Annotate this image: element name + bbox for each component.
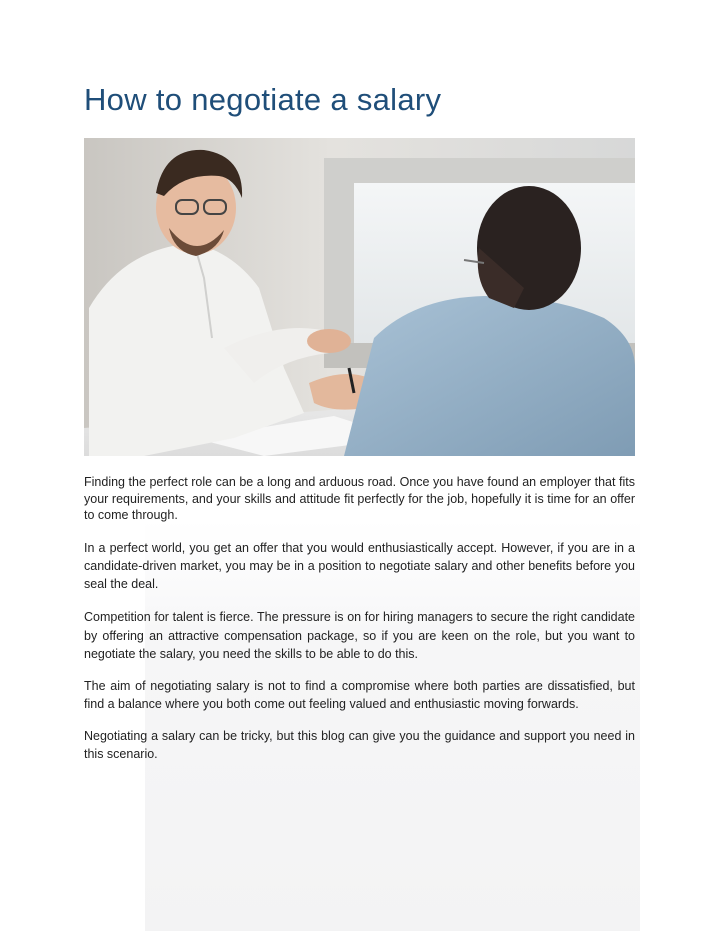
article-body [84,474,635,763]
paragraph: Negotiating a salary can be tricky, but this blog can give you the guidance and support you need in this scenario. [84,729,635,761]
paragraph: Competition for talent is fierce. The pressure is on for hiring managers to secure the right candidate by offering an attractive compensation package, so if you are keen on the role, but you want to negotiate the salary, you need the skills to be able to do this. [84,610,635,661]
interview-photo-illustration [84,138,635,456]
hero-image [84,138,635,456]
page-title: How to negotiate a salary [84,82,442,117]
paragraph: In a perfect world, you get an offer that you would enthusiastically accept. However, if you are in a candidate-driven market, you may be in a position to negotiate salary and other benefits before you seal the deal. [84,540,635,592]
paragraph: Finding the perfect role can be a long and arduous road. Once you have found an employer that fits your requirements, and your skills and attitude fit perfectly for the job, hopefully it is time for an offer to come through. [84,475,635,522]
paragraph: The aim of negotiating salary is not to find a compromise where both parties are dissatisfied, but find a balance where you both come out feeling valued and enthusiastic moving forwards. [84,679,635,711]
